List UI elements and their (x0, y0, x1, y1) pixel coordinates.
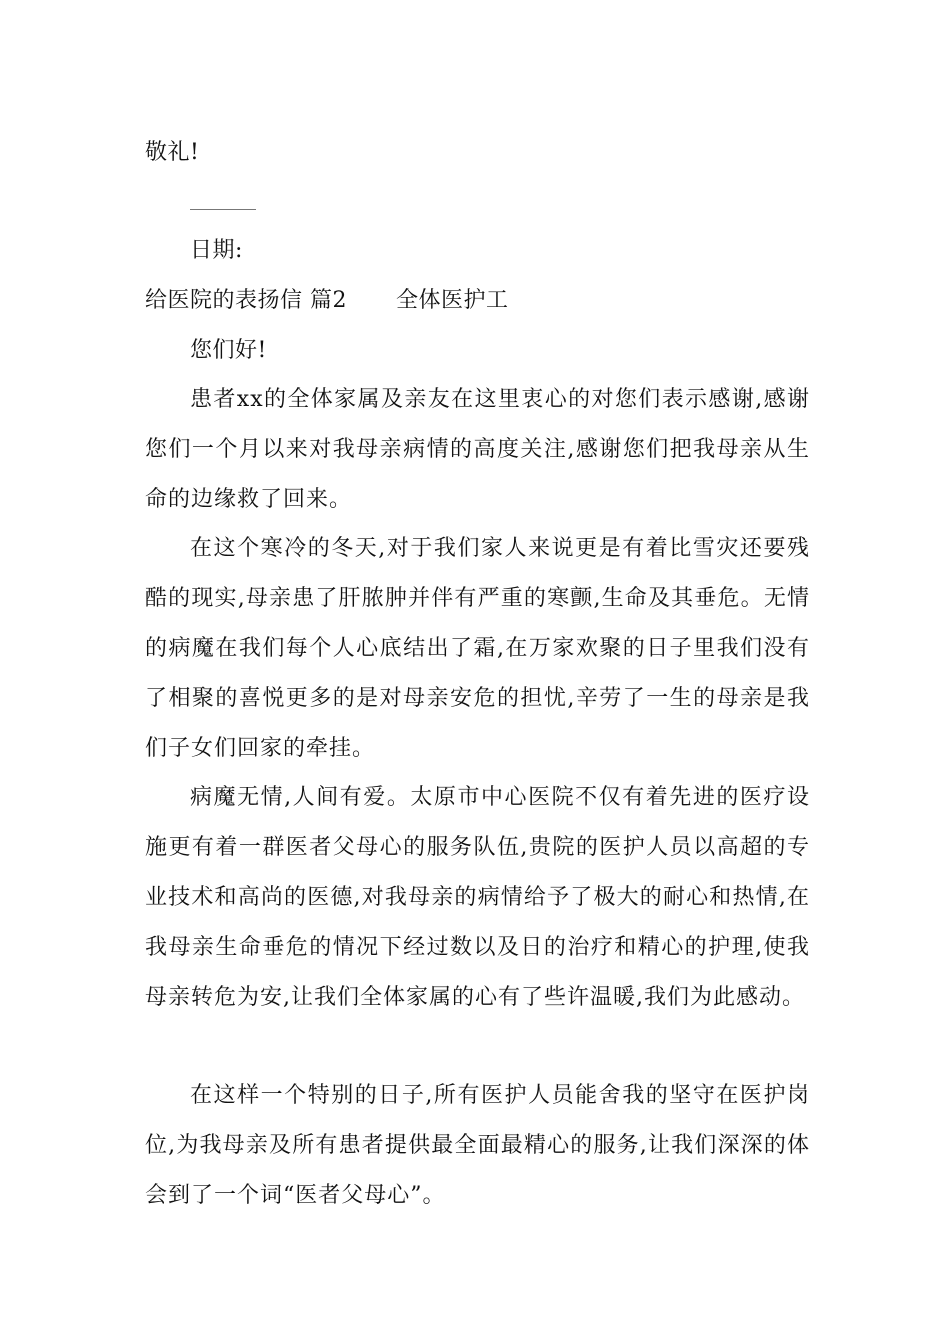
closing-salutation: 敬礼! (145, 140, 200, 165)
letter-title: 给医院的表扬信 篇2 (145, 288, 347, 313)
body-paragraph-2: 在这个寒冷的冬天,对于我们家人来说更是有着比雪灾还要残酷的现实,母亲患了肝脓肿并伴有严重的寒颤,生命及其垂危。无情的病魔在我们每个人心底结出了霜,在万家欢聚的日子里我们没有了相聚的喜悦更多的是对母亲安危的担忧,辛劳了一生的母亲是我们子女们回家的牵挂。 (145, 536, 810, 761)
body-paragraph-3: 病魔无情,人间有爱。太原市中心医院不仅有着先进的医疗设施更有着一群医者父母心的服务队伍,贵院的医护人员以高超的专业技术和高尚的医德,对我母亲的病情给予了极大的耐心和热情,在我母亲生命垂危的情况下经过数以及日的治疗和精心的护理,使我母亲转危为安,让我们全体家属的心有了些许温暖,我们为此感动。 (145, 785, 810, 1010)
body-paragraph-4: 在这样一个特别的日子,所有医护人员能舍我的坚守在医护岗位,为我母亲及所有患者提供最全面最精心的服务,让我们深深的体会到了一个词“医者父母心”。 (145, 1083, 810, 1208)
letter-greeting: 您们好! (190, 338, 267, 363)
date-label: 日期: (190, 238, 243, 263)
body-paragraph-1: 患者xx的全体家属及亲友在这里衷心的对您们表示感谢,感谢您们一个月以来对我母亲病情的高度关注,感谢您们把我母亲从生命的边缘救了回来。 (145, 387, 810, 512)
signature-line (190, 209, 256, 210)
letter-recipient: 全体医护工 (396, 288, 509, 313)
